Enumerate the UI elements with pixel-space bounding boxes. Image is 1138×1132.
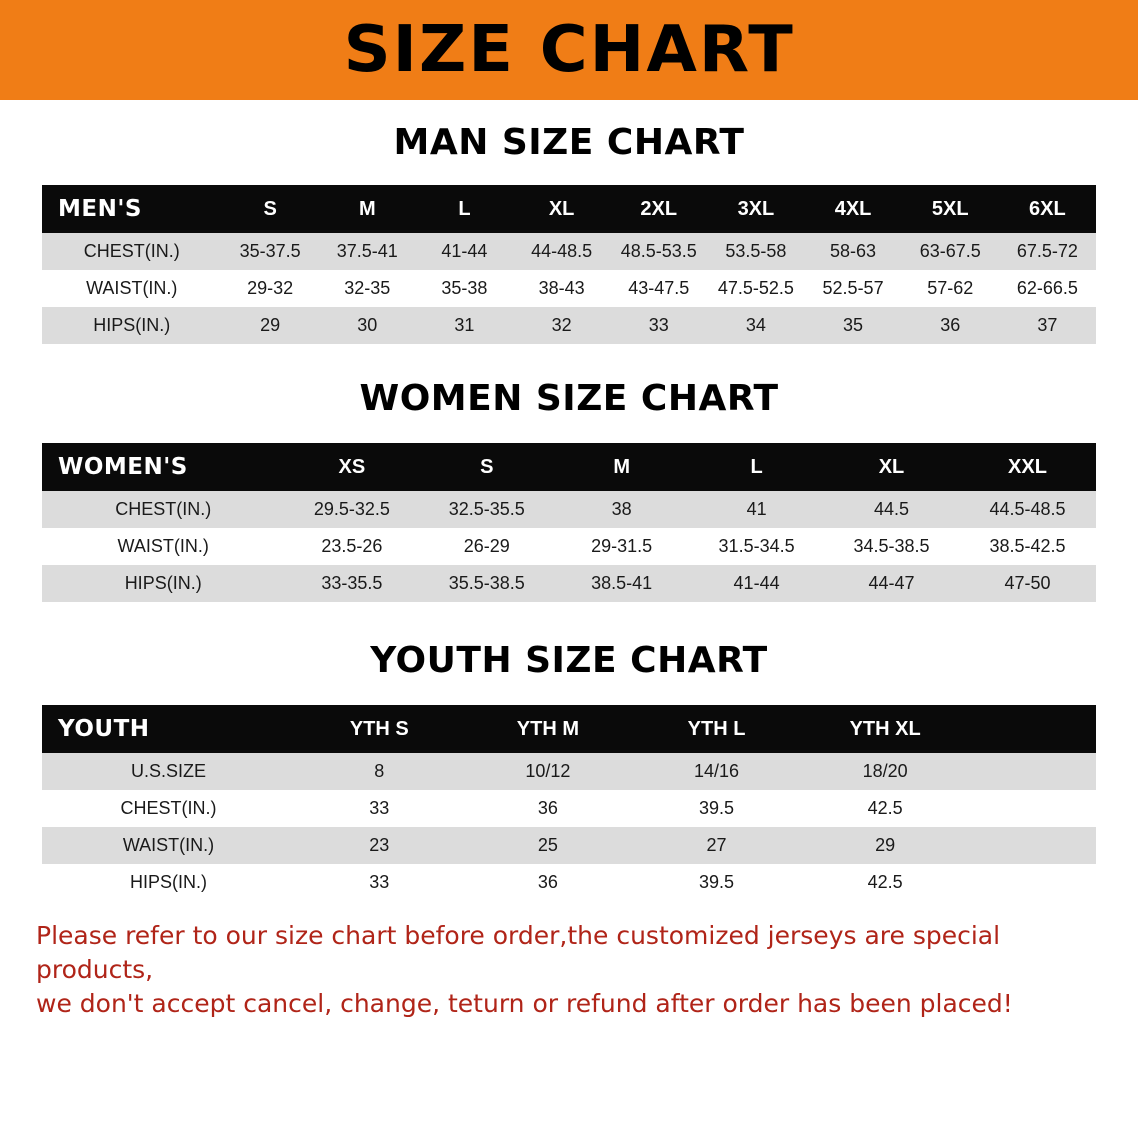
cell: 33: [369, 798, 390, 818]
table-row: [42, 753, 1096, 790]
cell-spacer: [969, 753, 1096, 790]
youth-row-head: YOUTH: [42, 705, 295, 753]
page-banner: [0, 0, 1138, 100]
cell: 27: [706, 835, 727, 855]
women-table-wrap: [0, 443, 1138, 602]
column-header: XL: [824, 443, 959, 491]
cell: 33: [369, 872, 390, 892]
cell: 33: [648, 315, 669, 335]
row-label: CHEST(IN.): [120, 798, 217, 818]
cell: 36: [537, 798, 558, 818]
cell: 44.5-48.5: [989, 499, 1066, 519]
column-header: 6XL: [999, 185, 1096, 233]
cell-spacer: [969, 790, 1096, 827]
women-row-head: WOMEN'S: [42, 443, 284, 491]
cell: 29-32: [247, 278, 294, 298]
cell: 47-50: [1004, 573, 1051, 593]
cell: 36: [940, 315, 961, 335]
column-header: XXL: [959, 443, 1096, 491]
column-header: XL: [513, 185, 610, 233]
cell: 39.5: [699, 798, 735, 818]
youth-section-title: YOUTH SIZE CHART: [370, 640, 768, 681]
column-header: 5XL: [902, 185, 999, 233]
cell: 63-67.5: [919, 241, 981, 261]
column-header: M: [319, 185, 416, 233]
cell: 52.5-57: [822, 278, 884, 298]
cell: 37.5-41: [336, 241, 398, 261]
cell: 35-38: [441, 278, 488, 298]
row-label: WAIST(IN.): [122, 835, 215, 855]
man-row-head: MEN'S: [42, 185, 222, 233]
cell: 32: [551, 315, 572, 335]
table-row: [42, 790, 1096, 827]
cell: 34.5-38.5: [853, 536, 930, 556]
table-row: [42, 864, 1096, 901]
row-label: CHEST(IN.): [83, 241, 180, 261]
cell: 38.5-42.5: [989, 536, 1066, 556]
man-size-table: [42, 185, 1096, 344]
column-header: L: [689, 443, 824, 491]
cell: 67.5-72: [1016, 241, 1078, 261]
cell: 48.5-53.5: [620, 241, 697, 261]
cell: 8: [374, 761, 385, 781]
table-row: [42, 528, 1096, 565]
cell: 39.5: [699, 872, 735, 892]
row-label: HIPS(IN.): [93, 315, 171, 335]
cell: 44-47: [868, 573, 915, 593]
row-label: U.S.SIZE: [130, 761, 206, 781]
cell: 36: [537, 872, 558, 892]
column-header: S: [222, 185, 319, 233]
cell: 33-35.5: [321, 573, 383, 593]
column-header-spacer: [969, 705, 1096, 753]
column-header: YTH L: [632, 705, 801, 753]
column-header: M: [554, 443, 689, 491]
cell: 44.5: [873, 499, 909, 519]
table-row: [42, 827, 1096, 864]
cell: 31: [454, 315, 475, 335]
cell: 23: [369, 835, 390, 855]
cell: 29: [875, 835, 896, 855]
cell: 53.5-58: [725, 241, 787, 261]
row-label: HIPS(IN.): [129, 872, 207, 892]
youth-size-table: [42, 705, 1096, 901]
cell: 32-35: [344, 278, 391, 298]
cell: 18/20: [862, 761, 908, 781]
cell: 29.5-32.5: [313, 499, 390, 519]
policy-note-line-2: we don't accept cancel, change, teturn or refund after order has been placed!: [36, 988, 1013, 1018]
cell: 10/12: [525, 761, 571, 781]
cell: 30: [357, 315, 378, 335]
cell: 29: [260, 315, 281, 335]
cell: 35.5-38.5: [448, 573, 525, 593]
column-header: YTH S: [295, 705, 464, 753]
cell: 41-44: [733, 573, 780, 593]
women-section-title: WOMEN SIZE CHART: [359, 378, 779, 419]
youth-table-wrap: [0, 705, 1138, 901]
cell: 42.5: [867, 798, 903, 818]
cell: 35: [843, 315, 864, 335]
cell-spacer: [969, 864, 1096, 901]
column-header: YTH XL: [801, 705, 970, 753]
cell: 42.5: [867, 872, 903, 892]
cell: 38-43: [538, 278, 585, 298]
cell: 43-47.5: [628, 278, 690, 298]
column-header: 3XL: [707, 185, 804, 233]
page-title: SIZE CHART: [343, 13, 795, 87]
cell: 35-37.5: [239, 241, 301, 261]
column-header: 4XL: [804, 185, 901, 233]
table-row: [42, 491, 1096, 528]
table-row: [42, 565, 1096, 602]
column-header: S: [419, 443, 554, 491]
cell: 32.5-35.5: [448, 499, 525, 519]
cell: 31.5-34.5: [718, 536, 795, 556]
cell: 23.5-26: [321, 536, 383, 556]
cell: 25: [537, 835, 558, 855]
cell-spacer: [969, 827, 1096, 864]
cell: 38.5-41: [591, 573, 653, 593]
cell: 26-29: [463, 536, 510, 556]
cell: 62-66.5: [1016, 278, 1078, 298]
column-header: 2XL: [610, 185, 707, 233]
cell: 37: [1037, 315, 1058, 335]
table-row: [42, 233, 1096, 270]
cell: 58-63: [830, 241, 877, 261]
cell: 41-44: [441, 241, 488, 261]
table-header-row: [42, 185, 1096, 233]
row-label: HIPS(IN.): [124, 573, 202, 593]
column-header: YTH M: [464, 705, 633, 753]
table-header-row: [42, 705, 1096, 753]
cell: 41: [746, 499, 767, 519]
cell: 57-62: [927, 278, 974, 298]
women-size-table: [42, 443, 1096, 602]
policy-note: [36, 919, 1102, 1020]
row-label: WAIST(IN.): [86, 278, 178, 298]
man-table-wrap: [0, 185, 1138, 344]
man-section-title: MAN SIZE CHART: [393, 122, 745, 163]
table-row: [42, 307, 1096, 344]
row-label: CHEST(IN.): [115, 499, 212, 519]
table-header-row: [42, 443, 1096, 491]
cell: 14/16: [694, 761, 740, 781]
cell: 44-48.5: [531, 241, 593, 261]
cell: 29-31.5: [591, 536, 653, 556]
cell: 47.5-52.5: [717, 278, 794, 298]
cell: 38: [611, 499, 632, 519]
cell: 34: [745, 315, 766, 335]
row-label: WAIST(IN.): [117, 536, 209, 556]
column-header: L: [416, 185, 513, 233]
policy-note-line-1: Please refer to our size chart before order,the customized jerseys are special products,: [36, 921, 1001, 984]
table-row: [42, 270, 1096, 307]
column-header: XS: [284, 443, 419, 491]
